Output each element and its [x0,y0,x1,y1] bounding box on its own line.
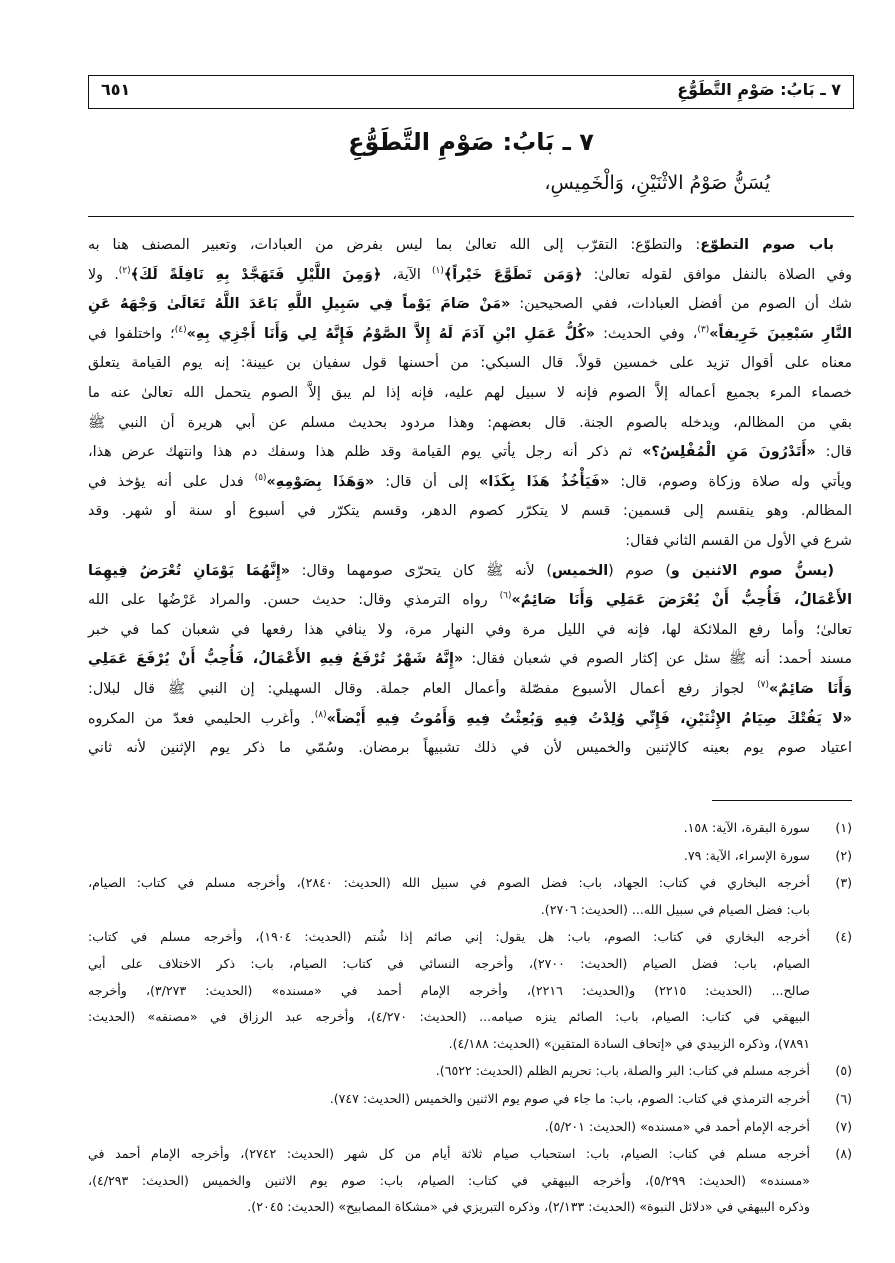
divider [88,216,854,217]
text-segment: قال: [815,444,852,461]
text-line [88,320,852,350]
quoted-text: (يسنُّ صوم الاثنين و [670,562,834,579]
text-segment: . ولا [88,266,119,283]
footnote-number: (٦) [835,1090,852,1106]
text-line [88,438,852,468]
text-segment: شرع في الأول من القسم الثاني فقال: [625,532,852,549]
footnote-line: باب: فضل الصيام في سبيل الله... (الحديث: ٢٧٠٦). [540,901,810,917]
text-segment: ) لأنه ﷺ كان يتحرّى صومهما وقال: [289,562,552,579]
footnote-line: سورة البقرة، الآية: ١٥٨. [683,820,810,835]
text-line [88,290,852,320]
footnote-line: أخرجه مسلم في كتاب: البر والصلة، باب: تحريم الظلم (الحديث: ٦٥٢٢). [435,1063,810,1079]
matn-text: يُسَنُّ صَوْمُ الاثْنَيْنِ، وَالْخَمِيسِ، [544,172,770,194]
quoted-text: «إِنَّهُمَا يَوْمَانِ تُعْرَضُ فِيهِمَا [88,562,290,579]
quoted-text: ﴿وَمِنَ اللَّيْلِ فَتَهَجَّدْ بِهِ نَافِلَةً لَكَ﴾ [130,266,382,283]
page-number: ٦٥١ [101,80,131,99]
footnote-divider [712,800,852,801]
quoted-text: «مَنْ صَامَ يَوْماً فِي سَبِيلِ اللَّهِ بَاعَدَ اللَّهُ تَعَالَىٰ وَجْهَهُ عَنِ [88,296,511,313]
footnote [88,815,852,842]
text-line [88,527,852,557]
running-title: ٧ ـ بَابُ: صَوْمِ التَّطَوُّعِ [677,80,841,99]
text-line [88,349,852,379]
text-line [88,231,852,261]
footnote [88,1114,852,1141]
footnote-line: «مسنده» (الحديث: ٥/٢٩٩)، وأخرجه البيهقي في كتاب: الصيام، باب: صوم يوم الاثنين والخميس (الحديث: ٤/٢٩٣)، [88,1172,810,1188]
text-segment: ، وفي الحديث: [595,325,698,342]
footnote-line: أخرجه الترمذي في كتاب: الصوم، باب: ما جاء في صوم يوم الاثنين والخميس (الحديث: ٧٤٧). [329,1090,810,1106]
quoted-text: «فَيَأْخُذُ هَذَا بِكَذَا» [479,473,610,490]
footnote-line: الصيام، باب: فضل الصيام (الحديث: ٢٧٠٠)، وأخرجه النسائي في كتاب: الصيام، باب: ذكر الاختلاف على أبي [88,955,810,971]
footnote-number: (٨) [835,1146,852,1162]
footnote-number: (٢) [835,847,852,863]
text-segment: ) صوم ( [608,562,671,579]
footnote-line: أخرجه البخاري في كتاب: الجهاد، باب: فضل الصوم في سبيل الله (الحديث: ٢٨٤٠)، وأخرجه مسلم في كتاب: الصيام، [88,875,810,891]
text-line [88,705,852,735]
text-line [88,557,852,587]
quoted-text: الخميس [551,562,609,579]
footnote [88,1058,852,1085]
footnote-number: (٤) [835,929,852,945]
footnote-number: (٥) [835,1063,852,1079]
text-segment: إلى أن قال: [374,473,480,490]
chapter-title: ٧ ـ بَابُ: صَوْمِ التَّطَوُّعِ [348,128,594,156]
text-segment: المظالم. وهو ينقسم إلى قسمين: قسم لا يتكرّر كصوم الدهر، وقسم يتكرّر في أسبوع أو سنة أو شهر. وقد [88,503,852,520]
footnote-line: أخرجه البخاري في كتاب: الصوم، باب: هل يقول: إني صائم إذا شُتم (الحديث: ١٩٠٤)، وأخرجه مسلم في كتاب: [88,929,811,945]
text-segment: ثم ذكر أنه رجل يأتي يوم القيامة وقد ظلم هذا وسفك دم هذا وانتهك عرض هذا، [88,444,643,461]
text-segment: رواه الترمذي وقال: حديث حسن. والمراد عَرْضُها على الله [88,592,500,609]
footnote-number: (٣) [835,875,852,891]
text-segment: ؛ واختلفوا في [88,325,175,342]
footnote-ref[interactable]: (٨) [314,709,327,720]
footnote-ref[interactable]: (٥) [254,472,267,483]
text-segment: مسند أحمد: أنه ﷺ سئل عن إكثار الصوم في شعبان فقال: [463,651,853,668]
text-line [88,497,852,527]
text-segment: فدل على أنه يؤخذ في [88,473,255,490]
text-segment: الآية، [381,266,432,283]
footnote-line: صالح... (الحديث: ٢٢١٥) و(الحديث: ٢٢١٦)، وأخرجه الإمام أحمد في «مسنده» (الحديث: ٣/٢٧٣)، وأخرجه [88,982,810,998]
commentary-body [88,231,852,764]
quoted-text: باب صوم التطوّع [700,237,835,253]
footnote-ref[interactable]: (٤) [174,325,187,336]
quoted-text: «إِنَّهُ شَهْرٌ تُرْفَعُ فِيهِ الأَعْمَالُ، فَأُحِبُّ أَنْ يُرْفَعَ عَمَلِي [88,651,464,668]
footnote-ref[interactable]: (٣) [697,325,710,336]
text-segment: تعالىٰ؛ وأما رفع الملائكة لها، فإنه في الليل مرة وفي النهار مرة، ولا ينافي هذا رفعها في شعبان كما في خبر [88,621,852,638]
footnote [88,870,852,923]
quoted-text: «كُلُّ عَمَلِ ابْنِ آدَمَ لَهُ إِلاَّ الصَّوْمُ فَإِنَّهُ لِي وَأَنَا أَجْزِي بِهِ» [186,325,596,342]
text-line [88,734,852,764]
text-line [88,675,852,705]
text-segment: بقي من المظالم، ويدخله بالصوم الجنة. قال بعضهم: وهذا مردود بحديث مسلم عن أبي هريرة أن النبي ﷺ [88,414,852,431]
quoted-text: وَأَنَا صَائِمٌ» [769,680,852,697]
footnote [88,843,852,870]
text-line [88,379,852,409]
text-segment: وفي الصلاة بالنفل موافق لقوله تعالىٰ: [582,266,852,283]
footnote-ref[interactable]: (٦) [499,591,512,602]
footnote-line: أخرجه الإمام أحمد في «مسنده» (الحديث: ٥/٢٠١). [544,1118,810,1134]
text-line [88,586,852,616]
footnote-ref[interactable]: (٧) [757,680,770,691]
footnote-line: وذكره البيهقي في «دلائل النبوة» (الحديث: ٢/١٣٣)، وذكره التبريزي في «مشكاة المصابيح» (الحديث: ٢٠٤٥). [247,1199,810,1215]
footnote-line: البيهقي في كتاب: الصيام، باب: الصائم ينزه صيامه... (الحديث: ٤/٢٧٠)، وأخرجه عبد الرزاق في «مصنفه» (الحديث: [88,1009,810,1025]
footnote [88,924,852,1057]
footnote-line: ٧٨٩١)، وذكره الزبيدي في «إتحاف السادة المتقين» (الحديث: ٤/١٨٨). [448,1035,810,1051]
running-header [88,75,854,109]
footnote-ref[interactable]: (١) [432,265,444,276]
footnote-number: (٧) [835,1118,852,1134]
text-segment: خصماء المرء بجميع أعماله إلاَّ الصوم فإنه لا سبيل لهم عليه، فإنه إذا لم يبق إلاَّ الصوم يتحمل الله تعالىٰ عنه ما [88,384,852,401]
footnote-ref[interactable]: (٢) [118,265,131,276]
footnotes [88,815,852,1222]
text-segment: : والتطوّع: التقرّب إلى الله تعالىٰ بما ليس بفرض من العبادات، وتعبير المصنف هنا به [88,237,701,253]
text-segment: شك أن الصوم من أفضل العبادات، ففي الصحيحين: [510,296,852,313]
footnote-line: أخرجه مسلم في كتاب: الصيام، باب: استحباب صيام ثلاثة أيام من كل شهر (الحديث: ٢٧٤٢)، وأخرجه الإمام أحمد في [88,1146,810,1162]
text-line [88,261,852,291]
footnote-number: (١) [835,820,852,835]
text-line [88,616,852,646]
quoted-text: الأَعْمَالُ، فَأُحِبُّ أَنْ يُعْرَضَ عَمَلِي وَأَنَا صَائِمٌ» [511,592,852,609]
quoted-text: النَّارِ سَبْعِينَ خَرِيفاً» [709,325,852,342]
text-segment: . وأغرب الحليمي فعدّ من المكروه [88,710,315,727]
text-line [88,645,852,675]
text-segment: معناه على أقوال تزيد على خمسين قولاً. قال السبكي: من أحسنها قول سفيان بن عيينة: إنه يوم القيامة يتعلق [88,355,852,372]
text-segment: ويأتي وله صلاة وزكاة وصوم، قال: [609,473,852,490]
text-segment: لجواز رفع أعمال الأسبوع مفصّلة وأعمال العام جملة. وقال السهيلي: إن النبي ﷺ قال لبلال: [88,680,758,697]
footnote [88,1141,852,1221]
text-line [88,409,852,439]
quoted-text: ﴿وَمَن تَطَوَّعَ خَيْراً﴾ [443,266,583,283]
footnote-line: سورة الإسراء، الآية: ٧٩. [683,847,810,863]
quoted-text: «لا يَفُتْكَ صِيَامُ الإِثْنَيْنِ، فَإِنِّي وُلِدْتُ فِيهِ وَبُعِثْتُ فِيهِ وَأَمُوتُ فِيهِ أَيْضاً» [326,710,852,727]
text-segment: اعتياد صوم يوم بعينه كالإثنين والخميس لأن في ذلك تشبيهاً برمضان. وسُمّي ما ذكر يوم الإثنين لأنه ثاني [88,740,852,757]
quoted-text: «أَتَدْرُونَ مَنِ الْمُفْلِسُ؟» [642,444,816,461]
text-line [88,468,852,498]
footnote [88,1086,852,1113]
quoted-text: «وَهَذَا بِصَوْمِهِ» [266,473,375,490]
